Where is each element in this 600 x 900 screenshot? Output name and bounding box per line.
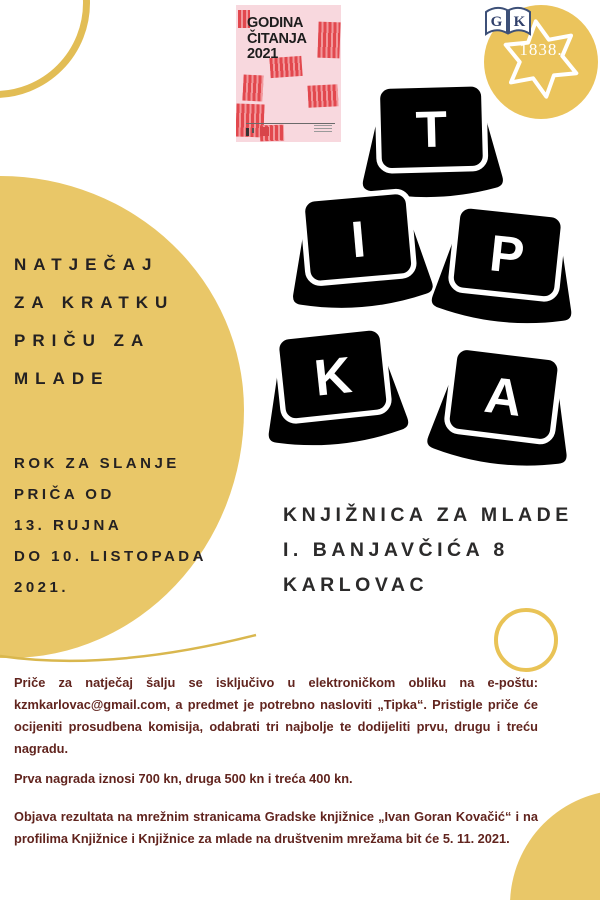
mini-title-line2: ČITANJA bbox=[247, 30, 307, 47]
mini-poster-footer-line bbox=[246, 123, 335, 124]
ribbon-icon bbox=[242, 74, 263, 101]
decor-ring-top-left bbox=[0, 0, 90, 98]
mini-logo-mark bbox=[314, 125, 332, 133]
details-paragraph-submission: Priče za natječaj šalju se isključivo u elektroničkom obliku na e-poštu: kzmkarlovac@gmail.com, a predmet je potrebno nasloviti „Tipka“. Pristigle priče će ocijeniti prosudbena komisija, odabrati tri najbolje te dodijeliti prvu, drugu i treću nagradu. bbox=[14, 675, 538, 756]
keycap-letter-i: I bbox=[348, 210, 368, 269]
mini-logo-mark bbox=[252, 128, 254, 133]
library-address bbox=[283, 498, 573, 603]
mini-logo-mark bbox=[246, 128, 249, 136]
deadline-line4: DO 10. LISTOPADA bbox=[14, 548, 207, 565]
contest-details bbox=[14, 672, 538, 850]
badge-letter-g: G bbox=[490, 14, 503, 30]
contest-headline bbox=[14, 246, 174, 398]
details-paragraph-prizes: Prva nagrada iznosi 700 kn, druga 500 kn i treća 400 kn. bbox=[14, 771, 353, 786]
deadline-line2: PRIČA OD bbox=[14, 486, 115, 503]
mini-title-line1: GODINA bbox=[247, 15, 304, 31]
godina-citanja-poster bbox=[236, 5, 341, 142]
details-paragraph-results: Objava rezultata na mrežnim stranicama Gradske knjižnice „Ivan Goran Kovačić“ i na profilima Knjižnice i Knjižnice za mlade na društvenim mrežama bit će 5. 11. 2021. bbox=[14, 809, 538, 846]
mini-title-line3: 2021 bbox=[247, 46, 279, 62]
mini-poster-title bbox=[247, 16, 307, 63]
headline-line2: ZA KRATKU bbox=[14, 293, 175, 312]
open-book-icon bbox=[484, 5, 532, 39]
location-line2: I. BANJAVČIĆA 8 bbox=[283, 539, 509, 561]
ribbon-icon bbox=[317, 22, 340, 59]
location-line3: KARLOVAC bbox=[283, 574, 429, 596]
headline-line3: PRIČU ZA bbox=[14, 331, 151, 350]
keycap-p bbox=[424, 200, 585, 348]
keycap-letter-a: A bbox=[481, 365, 526, 427]
keycap-letter-t: T bbox=[415, 100, 448, 159]
keycap-letter-k: K bbox=[311, 346, 355, 407]
keycap-letter-p: P bbox=[487, 224, 527, 285]
mini-logo-mark bbox=[260, 127, 269, 136]
keycap-i bbox=[280, 186, 439, 331]
headline-line4: MLADE bbox=[14, 369, 110, 388]
decor-arc-under-blob bbox=[0, 628, 262, 676]
keycap-a bbox=[419, 340, 582, 490]
headline-line1: NATJEČAJ bbox=[14, 255, 159, 274]
deadline-line5: 2021. bbox=[14, 579, 70, 596]
deadline-line1: ROK ZA SLANJE bbox=[14, 455, 180, 472]
location-line1: KNJIŽNICA ZA MLADE bbox=[283, 504, 573, 526]
keycap-k bbox=[254, 322, 415, 470]
badge-year-text: 1838. bbox=[519, 40, 563, 59]
deadline-line3: 13. RUJNA bbox=[14, 517, 123, 534]
decor-ring-middle-right bbox=[494, 608, 558, 672]
badge-letter-k: K bbox=[513, 14, 526, 30]
ribbon-icon bbox=[307, 84, 338, 108]
deadline-text bbox=[14, 448, 207, 603]
